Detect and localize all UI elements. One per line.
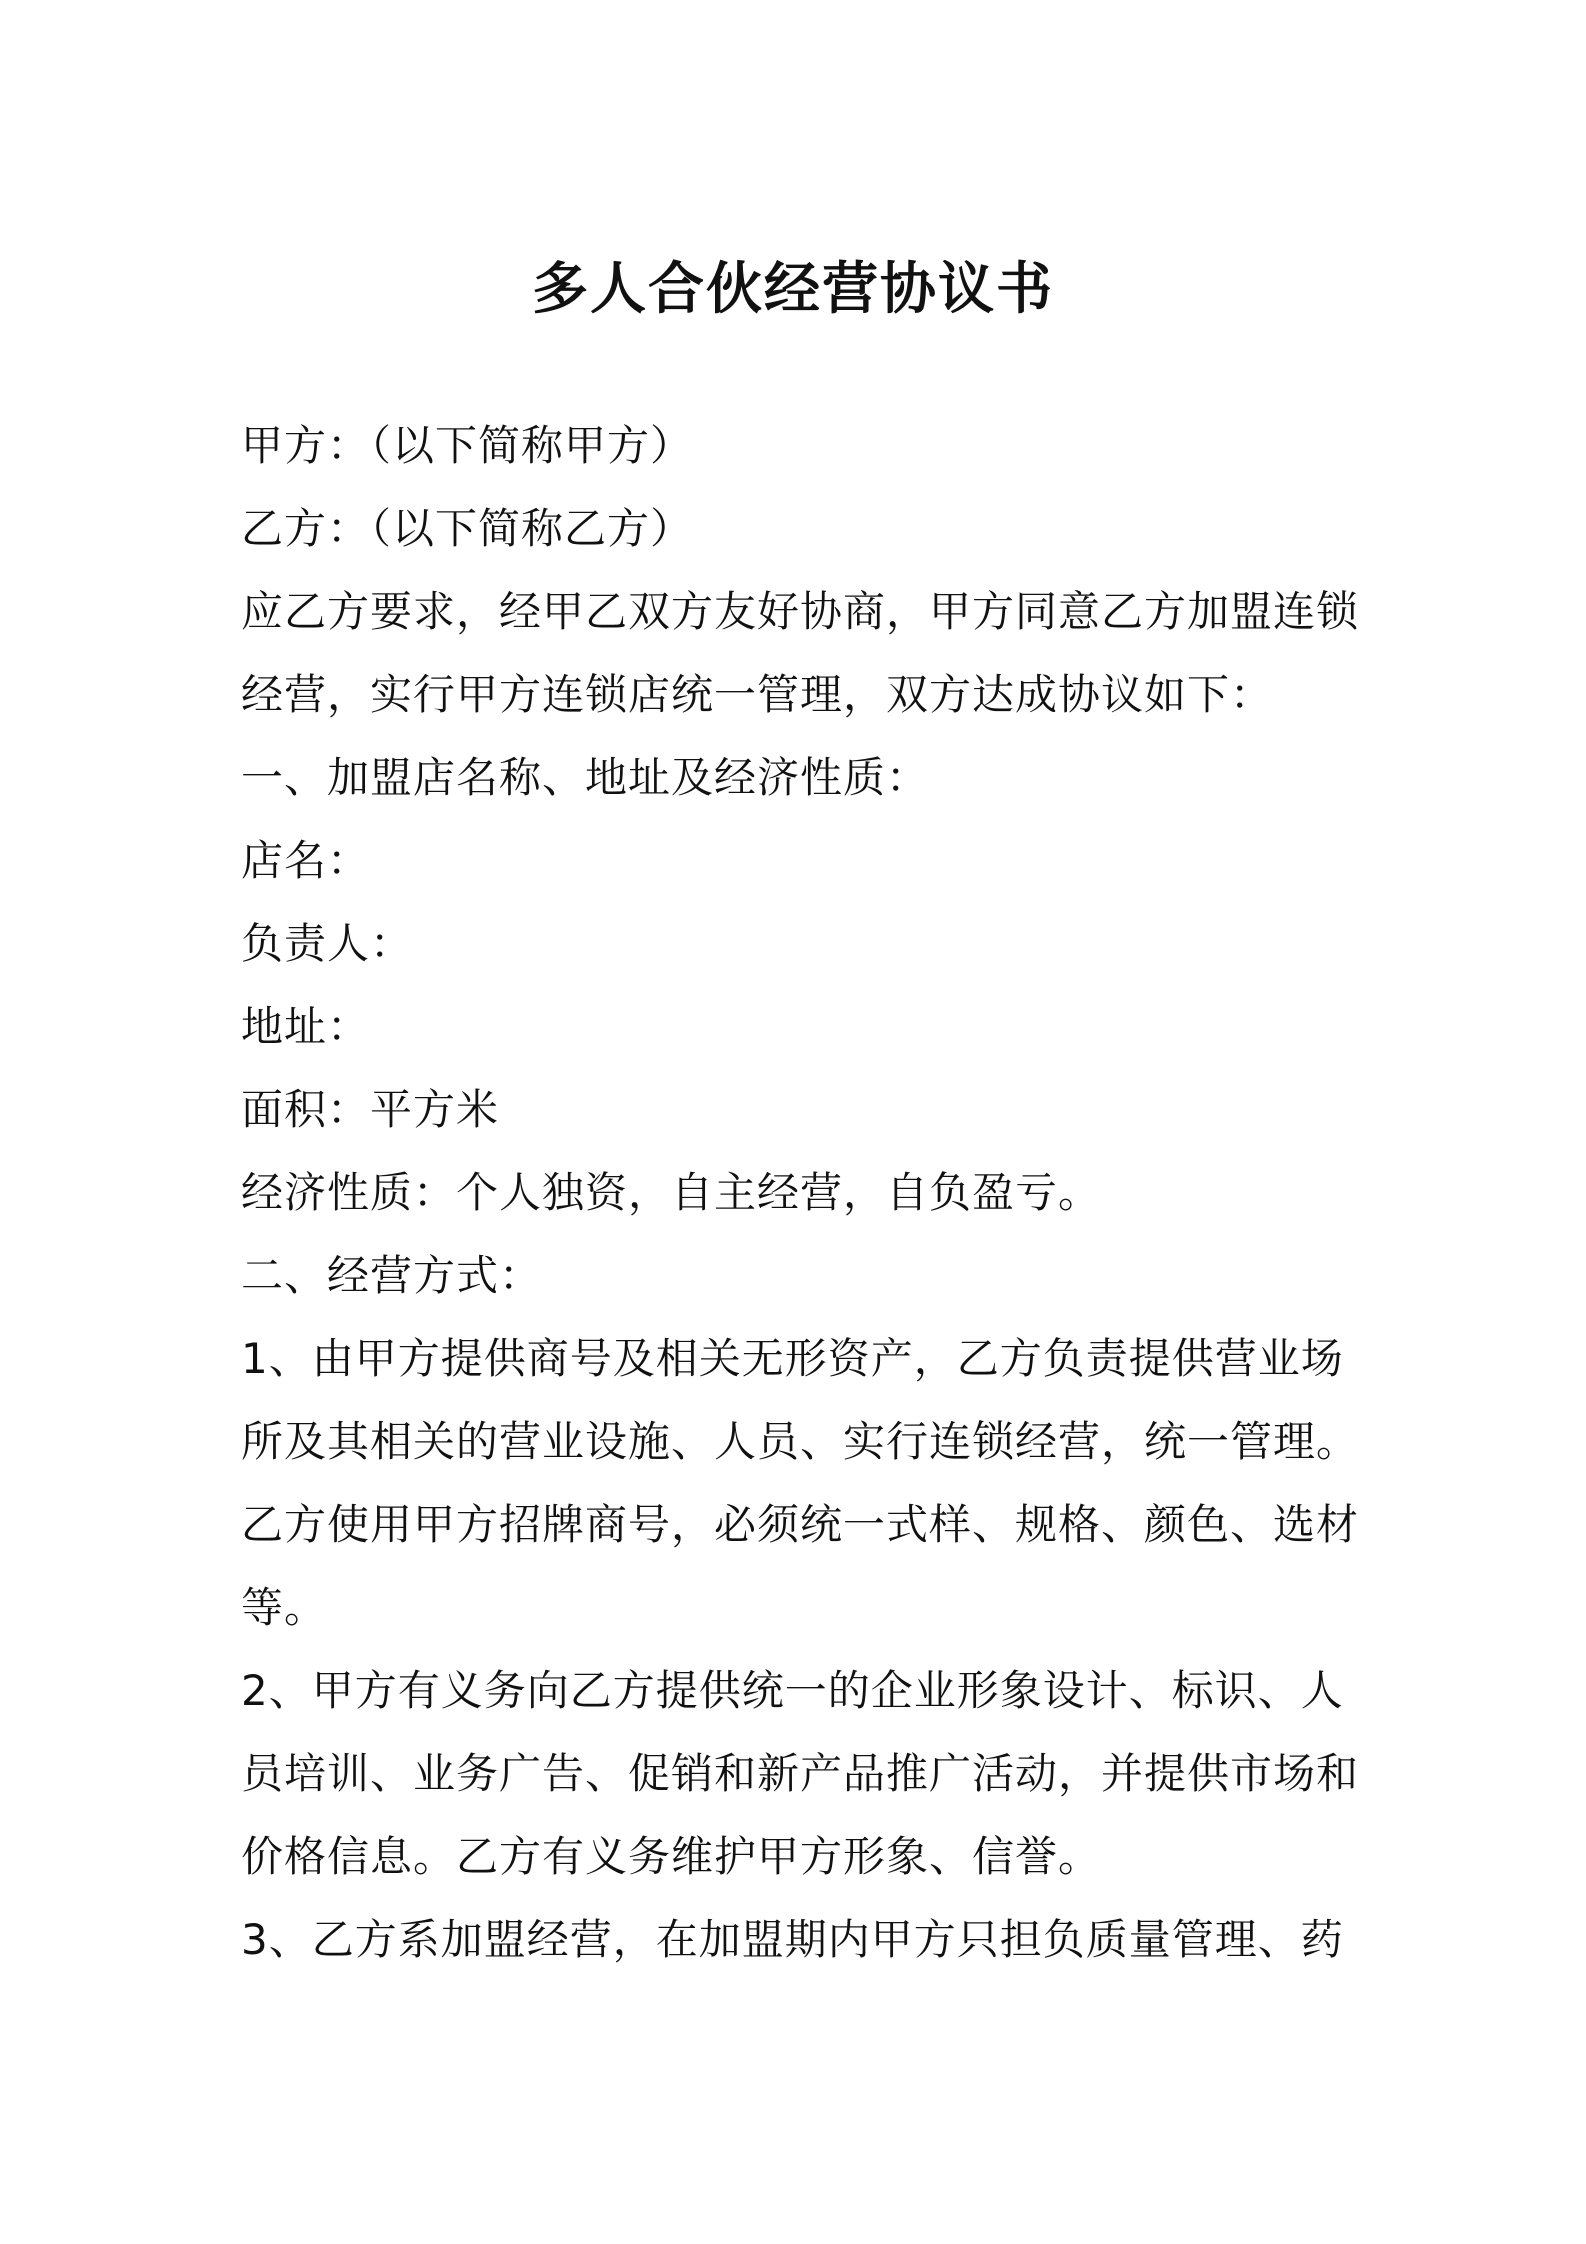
economic-nature-field: 经济性质：个人独资，自主经营，自负盈亏。 [241,1168,1102,1217]
clause-1-line-2: 所及其相关的营业设施、人员、实行连锁经营，统一管理。 [241,1417,1360,1466]
area-field: 面积：平方米 [241,1085,500,1134]
document-title: 多人合伙经营协议书 [532,257,1054,322]
section-2-heading: 二、经营方式： [241,1251,543,1300]
clause-2-line-1: 2、甲方有义务向乙方提供统一的企业形象设计、标识、人 [241,1666,1344,1715]
party-b-line: 乙方：（以下简称乙方） [241,504,694,553]
clause-1-line-1: 1、由甲方提供商号及相关无形资产，乙方负责提供营业场 [241,1334,1344,1383]
section-1-heading: 一、加盟店名称、地址及经济性质： [241,753,930,802]
party-a-line: 甲方：（以下简称甲方） [241,421,694,470]
clause-2-line-2: 员培训、业务广告、促销和新产品推广活动，并提供市场和 [241,1749,1360,1798]
clause-2-line-3: 价格信息。乙方有义务维护甲方形象、信誉。 [241,1832,1102,1881]
address-field: 地址： [241,1002,371,1051]
clause-3-line-1: 3、乙方系加盟经营，在加盟期内甲方只担负质量管理、药 [241,1915,1344,1964]
manager-field: 负责人： [241,919,414,968]
preamble-line-1: 应乙方要求，经甲乙双方友好协商，甲方同意乙方加盟连锁 [241,587,1360,636]
preamble-line-2: 经营，实行甲方连锁店统一管理，双方达成协议如下： [241,670,1274,719]
clause-1-line-4: 等。 [241,1583,328,1632]
store-name-field: 店名： [241,836,371,885]
clause-1-line-3: 乙方使用甲方招牌商号，必须统一式样、规格、颜色、选材 [241,1500,1360,1549]
document-body [241,404,1361,1981]
